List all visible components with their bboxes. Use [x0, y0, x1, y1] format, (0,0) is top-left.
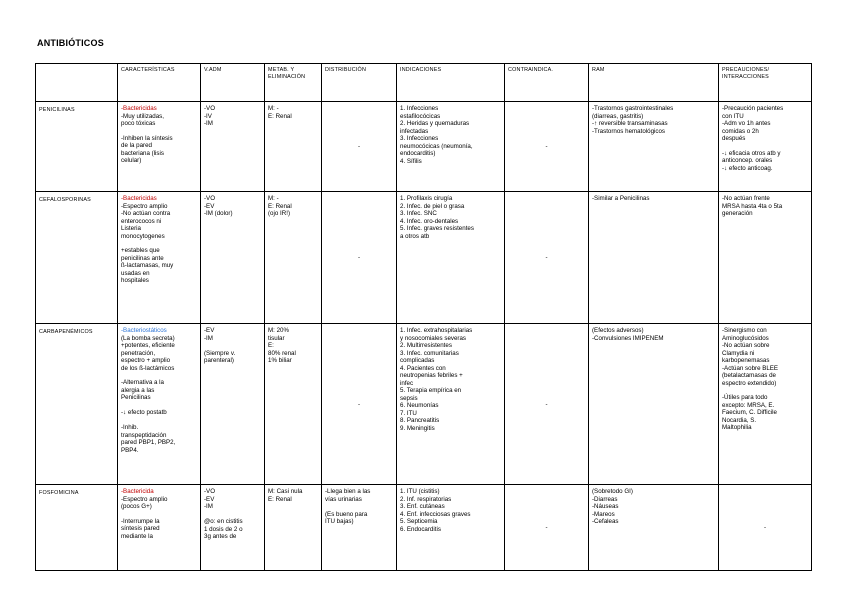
- header-row: [36, 64, 812, 102]
- characteristics-extra: +estables que penicilinas ante ß-lactamasas, muy usadas en hospitales: [121, 247, 174, 284]
- characteristics-text: -Espectro amplio (pocos G+): [121, 495, 168, 510]
- table-row-cefalosporinas: [36, 192, 812, 324]
- cell-ram: [589, 102, 719, 192]
- cell-caracteristicas: [118, 324, 201, 485]
- precautions-text: -Sinergismo con Aminoglucósidos -No actúan sobre Clamydia ni karbopenemasas -Actúan sobre BLEE (betalactamasas de espectro extendido): [722, 327, 779, 387]
- cell-vadm: [201, 192, 265, 324]
- characteristics-extra: -Alternativa a la alergia a las Penicilinas -↓ efecto postatb -Inhib. transpeptidación pared PBP1, PBP2, PBP4.: [121, 379, 176, 454]
- cell-metab: [265, 192, 322, 324]
- table-row-fosfomicina: [36, 485, 812, 571]
- indications-text: 1. Profilaxis cirugía 2. Infec. de piel o grasa 3. Infec. SNC 4. Infec. oro-dentales 5. Infec. graves resistentes a otros atb: [400, 195, 474, 240]
- vadm-text: -VO -IV -IM: [204, 105, 216, 127]
- table-row-carbapenemicos: [36, 324, 812, 485]
- precautions-text: -No actúan frente MRSA hasta 4ta o 5ta generación: [722, 195, 783, 217]
- row-name: PENICILINAS: [36, 102, 118, 192]
- header-ram: RAM: [589, 64, 719, 102]
- indications-text: 1. ITU (cistitis) 2. Inf. respiratorias 3. Enf. cutáneas 4. Enf. infecciosas graves 5. Septicemia 6. Endocarditis: [400, 488, 471, 533]
- metab-text: M: - E: Renal (ojo IR!): [268, 195, 292, 217]
- header-distribucion: DISTRIBUCIÓN: [322, 64, 397, 102]
- cell-distribucion: [322, 485, 397, 571]
- cell-contraindica: -: [505, 192, 589, 324]
- header-caracteristicas: CARACTERÍSTICAS: [118, 64, 201, 102]
- interactions-text: -↓ eficacia otros atb y anticoncep. orales -↓ efecto anticoag.: [722, 149, 781, 172]
- row-name: CARBAPENÉMICOS: [36, 324, 118, 485]
- cell-ram: [589, 485, 719, 571]
- ram-text: -Trastornos gastrointestinales (diarreas, gastritis) -↑ reversible transaminasas -Trastornos hematológicos: [592, 105, 674, 135]
- cell-caracteristicas: [118, 485, 201, 571]
- cell-precauciones: [719, 192, 812, 324]
- vadm-text: -VO -EV -IM (dolor): [204, 195, 233, 217]
- characteristics-text: (La bomba secreta) +potentes, eficiente penetración, espectro + amplio de los ß-lactámicos: [121, 334, 175, 372]
- cell-precauciones: [719, 102, 812, 192]
- action-type-label: -Bactericidas: [121, 105, 157, 112]
- cell-indicaciones: [397, 485, 505, 571]
- table-row-penicilinas: [36, 102, 812, 192]
- cell-distribucion: -: [322, 102, 397, 192]
- cell-metab: [265, 102, 322, 192]
- cell-distribucion: -: [322, 324, 397, 485]
- header-indicaciones: INDICACIONES: [397, 64, 505, 102]
- precautions-text: -Precaución pacientes con ITU -Adm vo 1h antes comidas o 2h después: [722, 105, 784, 142]
- cell-metab: [265, 485, 322, 571]
- row-name: FOSFOMICINA: [36, 485, 118, 571]
- characteristics-extra: -Inhiben la síntesis de la pared bacteriana (lisis celular): [121, 134, 173, 164]
- characteristics-text: -Espectro amplio -No actúan contra enterococos ni Listeria monocytogenes: [121, 202, 171, 240]
- header-precauciones: PRECAUCIONES/ INTERACCIONES: [719, 64, 812, 102]
- indications-text: 1. Infec. extrahospitalarias y nosocomiales severas 2. Multirresistentes 3. Infec. comunitarias complicadas 4. Pacientes con neutropenias febriles + infec 5. Terapia empírica en sepsis 6. Neumonías 7. ITU 8. Pancreatitis 9. Meningitis: [400, 327, 473, 432]
- metab-text: M: Casi nula E: Renal: [268, 488, 303, 503]
- interactions-text: -Útiles para todo excepto: MRSA, E. Faecium, C. Difficile Nocardia, S. Maltophilia: [722, 394, 777, 431]
- cell-contraindica: -: [505, 102, 589, 192]
- action-type-label: -Bactericida: [121, 488, 154, 495]
- cell-precauciones: -: [719, 485, 812, 571]
- cell-contraindica: -: [505, 485, 589, 571]
- cell-indicaciones: [397, 102, 505, 192]
- cell-vadm: [201, 485, 265, 571]
- row-name: CEFALOSPORINAS: [36, 192, 118, 324]
- vadm-text: -EV -IM (Siempre v. parenteral): [204, 327, 236, 364]
- action-type-label: -Bactericidas: [121, 195, 157, 202]
- header-contraindica: CONTRAINDICA.: [505, 64, 589, 102]
- indications-text: 1. Infecciones estafilocócicas 2. Heridas y quemaduras infectadas 3. Infecciones neumocócicas (neumonía, endocarditis) 4. Sífilis: [400, 105, 473, 165]
- header-cell-empty: [36, 64, 118, 102]
- cell-vadm: [201, 102, 265, 192]
- ram-text: (Efectos adversos) -Convulsiones IMIPENEM: [592, 327, 664, 342]
- cell-distribucion: -: [322, 192, 397, 324]
- characteristics-extra: -Interrumpe la síntesis pared mediante la: [121, 517, 160, 540]
- vadm-text: -VO -EV -IM @o: en cistitis 1 dosis de 2 o 3g antes de: [204, 488, 243, 540]
- cell-precauciones: [719, 324, 812, 485]
- header-metab: METAB. Y ELIMINACIÓN: [265, 64, 322, 102]
- ram-text: (Sobretodo GI) -Diarreas -Náuseas -Mareos -Cefaleas: [592, 488, 633, 525]
- action-type-label: -Bacteriostáticos: [121, 327, 167, 334]
- cell-caracteristicas: [118, 102, 201, 192]
- cell-caracteristicas: [118, 192, 201, 324]
- cell-indicaciones: [397, 192, 505, 324]
- ram-text: -Similar a Penicilinas: [592, 195, 650, 202]
- cell-metab: [265, 324, 322, 485]
- cell-ram: [589, 192, 719, 324]
- metab-text: M: 20% tisular E: 80% renal 1% biliar: [268, 327, 296, 364]
- cell-contraindica: -: [505, 324, 589, 485]
- page-title: ANTIBIÓTICOS: [37, 38, 104, 48]
- header-vadm: V.ADM: [201, 64, 265, 102]
- distribution-text: -Llega bien a las vías urinarias (Es bueno para ITU bajas): [325, 488, 371, 525]
- antibiotics-table: [35, 63, 812, 571]
- metab-text: M: - E: Renal: [268, 105, 292, 120]
- cell-indicaciones: [397, 324, 505, 485]
- cell-ram: [589, 324, 719, 485]
- cell-vadm: [201, 324, 265, 485]
- characteristics-text: -Muy utilizadas, poco tóxicas: [121, 112, 164, 127]
